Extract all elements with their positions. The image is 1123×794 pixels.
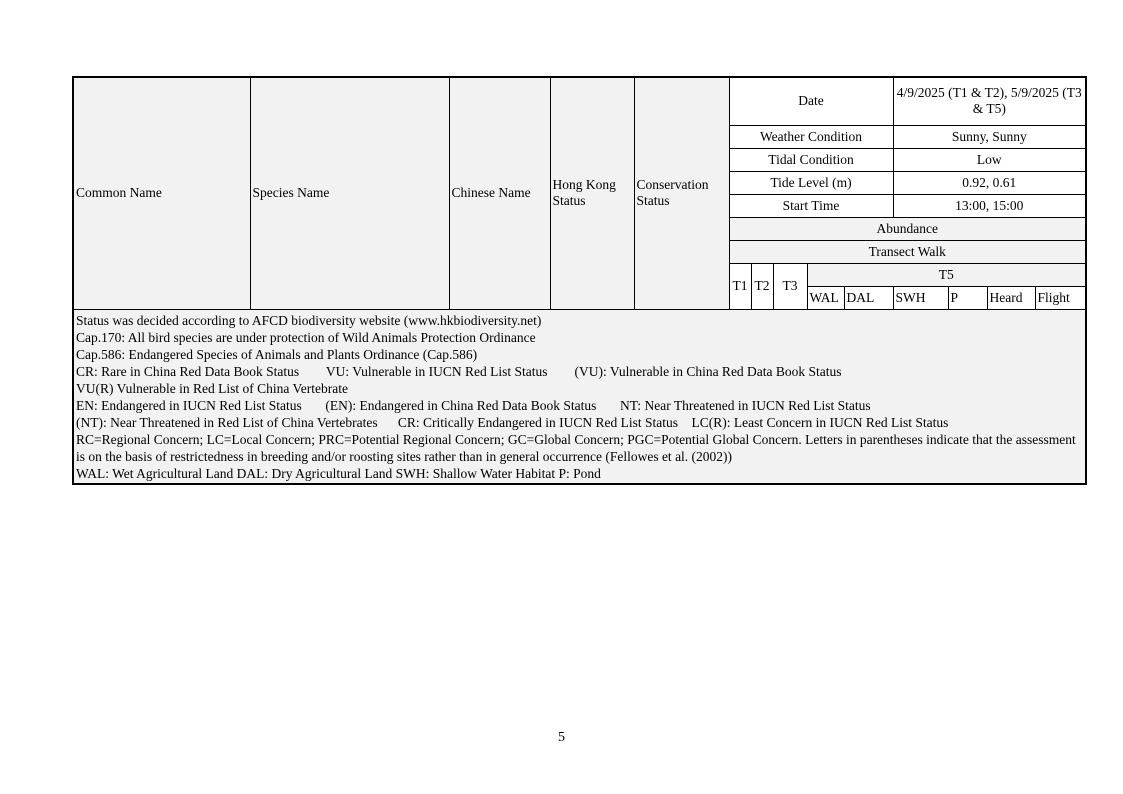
habitat-wal: WAL	[807, 286, 844, 309]
habitat-heard: Heard	[987, 286, 1035, 309]
date-value: 4/9/2025 (T1 & T2), 5/9/2025 (T3 & T5)	[893, 77, 1086, 125]
habitat-p: P	[948, 286, 987, 309]
transect-t2: T2	[751, 263, 773, 309]
note-vur: VU(R) Vulnerable in Red List of China Vertebrate	[76, 380, 348, 396]
date-label: Date	[729, 77, 893, 125]
tide-level-value: 0.92, 0.61	[893, 171, 1086, 194]
habitat-dal: DAL	[844, 286, 893, 309]
note-nt-cr-lc: (NT): Near Threatened in Red List of China Vertebrates CR: Critically Endangered in IUCN Red List Status LC(R): Least Concern in IUCN Red List Status	[76, 414, 949, 430]
start-time-value: 13:00, 15:00	[893, 194, 1086, 217]
note-cr-vu: CR: Rare in China Red Data Book Status VU: Vulnerable in IUCN Red List Status (VU): Vulnerable in China Red Data Book Status	[76, 363, 842, 379]
note-cap586: Cap.586: Endangered Species of Animals and Plants Ordinance (Cap.586)	[76, 346, 478, 362]
habitat-flight: Flight	[1035, 286, 1086, 309]
header-common-name: Common Name	[73, 77, 250, 309]
note-cap170: Cap.170: All bird species are under protection of Wild Animals Protection Ordinance	[76, 329, 536, 345]
notes-cell	[73, 309, 1086, 484]
note-concern-definitions: RC=Regional Concern; LC=Local Concern; PRC=Potential Regional Concern; GC=Global Concern; PGC=Potential Global Concern. Letters in parentheses indicate that the assessment is on the basis of restrictedness in breeding and/or roosting sites rather than in general occurrence (Fellowes et al. (2002))	[76, 431, 1076, 464]
weather-label: Weather Condition	[729, 125, 893, 148]
note-en-nt: EN: Endangered in IUCN Red List Status (EN): Endangered in China Red Data Book Status NT: Near Threatened in IUCN Red List Status	[76, 397, 871, 413]
header-species-name: Species Name	[250, 77, 449, 309]
habitat-swh: SWH	[893, 286, 948, 309]
tidal-value: Low	[893, 148, 1086, 171]
note-habitat-abbreviations: WAL: Wet Agricultural Land DAL: Dry Agricultural Land SWH: Shallow Water Habitat P: Pond	[76, 465, 601, 481]
header-hk-status: Hong Kong Status	[550, 77, 634, 309]
page-number: 5	[558, 730, 565, 745]
header-conservation-status: Conservation Status	[634, 77, 729, 309]
transect-walk-header: Transect Walk	[729, 240, 1086, 263]
tide-level-label: Tide Level (m)	[729, 171, 893, 194]
tidal-label: Tidal Condition	[729, 148, 893, 171]
weather-value: Sunny, Sunny	[893, 125, 1086, 148]
note-status-source: Status was decided according to AFCD biodiversity website (www.hkbiodiversity.net)	[76, 312, 542, 328]
abundance-header: Abundance	[729, 217, 1086, 240]
transect-t3: T3	[773, 263, 807, 309]
transect-t1: T1	[729, 263, 751, 309]
survey-sheet	[72, 76, 1085, 485]
transect-t5: T5	[807, 263, 1086, 286]
bird-survey-table	[72, 76, 1087, 485]
start-time-label: Start Time	[729, 194, 893, 217]
header-chinese-name: Chinese Name	[449, 77, 550, 309]
